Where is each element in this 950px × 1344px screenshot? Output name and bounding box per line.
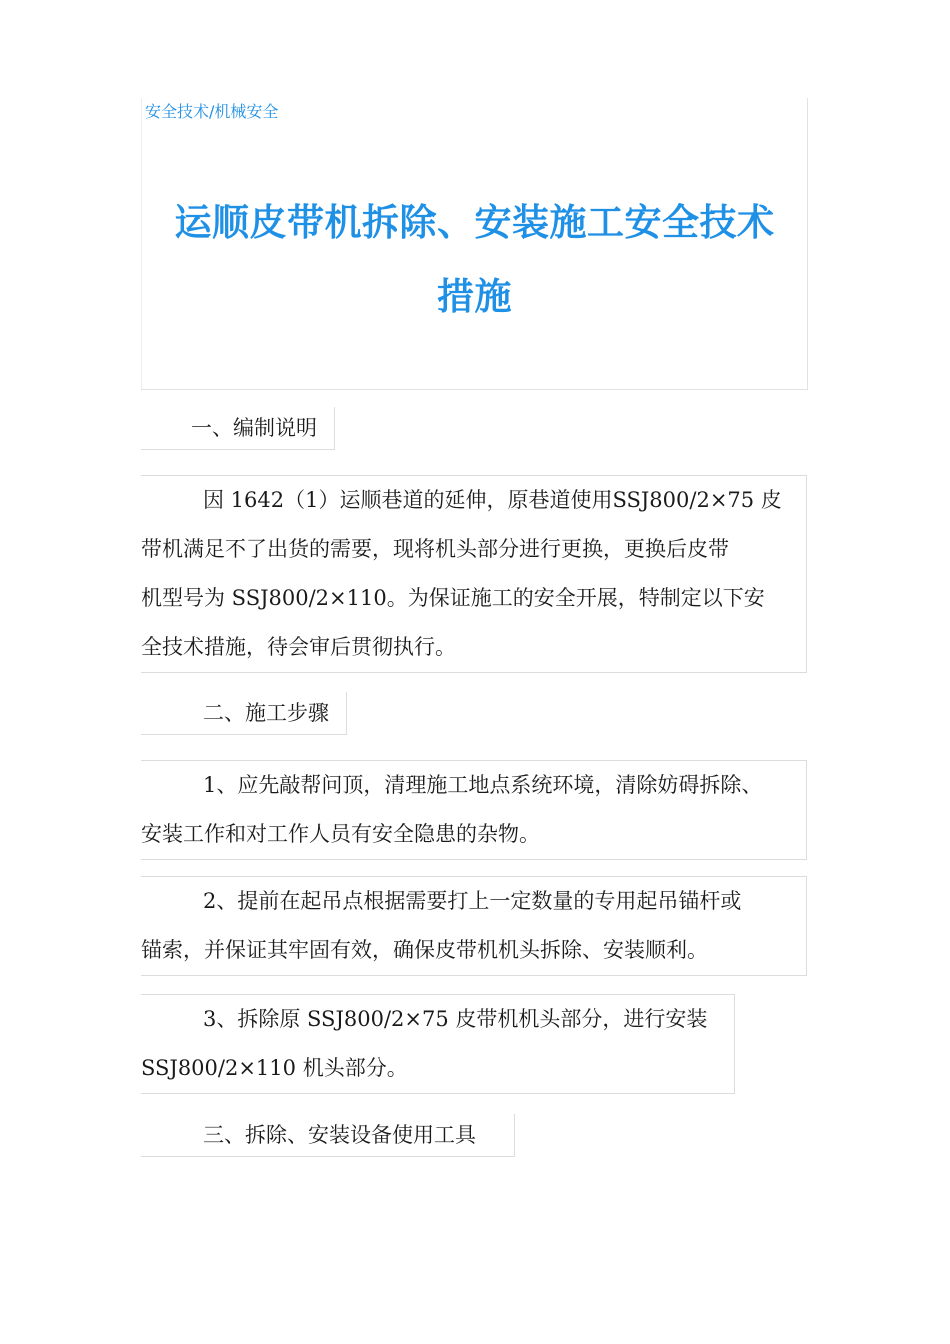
paragraph-intro-line: 机型号为 SSJ800/2×110。为保证施工的安全开展，特制定以下安 [141,586,765,610]
section-heading-3 [141,1114,515,1157]
title-line-1: 运顺皮带机拆除、安装施工安全技术 [174,201,775,244]
step-2-line: 2、提前在起吊点根据需要打上一定数量的专用起吊锚杆或 [141,876,806,926]
paragraph-intro-line: 带机满足不了出货的需要，现将机头部分进行更换，更换后皮带 [141,537,729,561]
step-3 [141,994,735,1094]
step-1 [141,760,807,860]
section-heading-2-text: 二、施工步骤 [203,701,329,725]
paragraph-intro-line: 全技术措施，待会审后贯彻执行。 [141,635,456,659]
step-2-line: 锚索，并保证其牢固有效，确保皮带机机头拆除、安装顺利。 [141,938,708,962]
section-heading-1-text: 一、编制说明 [191,416,317,440]
step-1-line: 1、应先敲帮问顶，清理施工地点系统环境，清除妨碍拆除、 [141,760,806,810]
step-3-line: SSJ800/2×110 机头部分。 [141,1056,408,1080]
step-2 [141,876,807,976]
step-3-line: 3、拆除原 SSJ800/2×75 皮带机机头部分，进行安装 [141,994,734,1044]
section-heading-2 [141,692,347,735]
title-line-2: 措施 [437,275,512,318]
section-heading-1 [141,407,335,450]
category-link[interactable]: 安全技术/机械安全 [145,102,279,121]
section-heading-3-text: 三、拆除、安装设备使用工具 [203,1123,476,1147]
paragraph-intro [141,475,807,673]
paragraph-intro-line: 因 1642（1）运顺巷道的延伸，原巷道使用SSJ800/2×75 皮 [141,475,806,525]
page-title [141,186,808,334]
step-1-line: 安装工作和对工作人员有安全隐患的杂物。 [141,822,540,846]
